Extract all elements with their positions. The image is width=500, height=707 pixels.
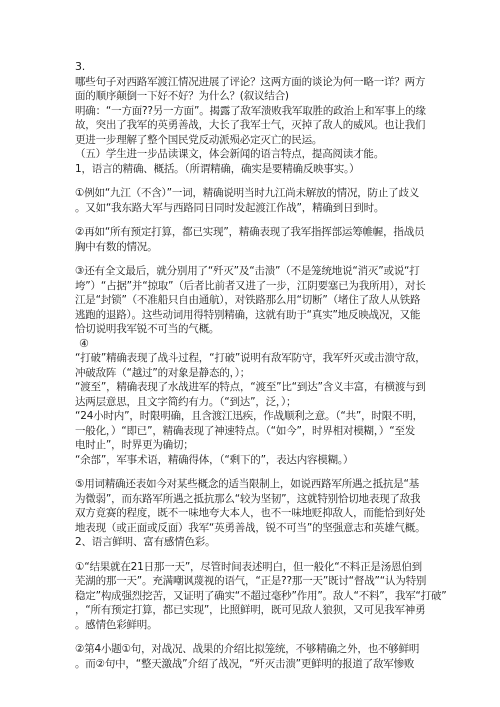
paragraph-7 xyxy=(75,642,427,671)
paragraph-line: ③还有全文最后，就分别用了“歼灭”及“击溃”（不是笼统地说“消灭”或说“打 xyxy=(75,265,420,277)
paragraph-line: “余部”，军事术语，精确得体，（“剩下的”，表达内容模糊。） xyxy=(75,453,354,466)
step-five-heading: （五）学生进一步品读课文，体会新闻的语言特点，提高阅读才能。 xyxy=(75,148,384,160)
paragraph-line: 双方竟赛的程度，既不一味地夸大本人，也不一味地贬抑敌人，而能恰到好处 xyxy=(75,507,426,519)
paragraph-line: ⑤用词精确还表如今对某些概念的适当限制上，如说西路军所遇之抵抗是“基 xyxy=(75,478,420,490)
paragraph-line: “渡至”，精确表现了水战进军的特点，“渡至”比“到达”含义丰富，有横渡与到 xyxy=(75,381,426,393)
answer-paragraph xyxy=(75,104,427,148)
paragraph-line: ①“结果就在21日那一天”，尽管时间表述明白，但一般化“不料正是汤恩伯到 xyxy=(75,560,422,573)
paragraph-line: 胸中有数的情况。 xyxy=(75,240,158,253)
document-page xyxy=(75,60,447,671)
paragraph-4-number: ④ xyxy=(79,336,89,350)
paragraph-line: 稳定”构成强烈挖苦，又证明了确实“不超过毫秒”作用”。敌人“不料”，我军“打破” xyxy=(75,589,447,602)
paragraph-line: 芜湖的那一天”。充满嘲讽蔑视的语气，“正是??那一天”既讨“督战”“认为特别 xyxy=(75,575,427,587)
paragraph-line: 冲破敌阵（“越过”的对象是静态的，）； xyxy=(75,366,251,379)
section-number: 3. xyxy=(75,60,86,73)
paragraph-line: 。而②句中，“整天激战”介绍了战况，“歼灭击溃”更鲜明的报道了敌军惨败 xyxy=(75,657,415,670)
paragraph-line: 垮”）“占据”并“掠取”（后者比前者又进了一步，江阴要塞已为我所用），对长 xyxy=(75,279,426,292)
answer-line: 故，突出了我军的英勇善战，大长了我军士气，灭掉了敌人的威风。也让我们 xyxy=(75,119,426,131)
paragraph-line: 逃跑的退路）。这些动词用得特别精确，这就有助于“真实”地反映战况，又能 xyxy=(75,308,421,321)
paragraph-line: ，“所有预定打算，都已实现”，比照鲜明，既可见敌人狼狈，又可见我军神勇 xyxy=(75,604,426,616)
paragraph-6 xyxy=(75,560,447,633)
paragraph-line: 。感情色彩鲜明。 xyxy=(75,618,158,631)
point-one-heading: 1，语言的精确、概括。（所谓精确，确实是要精确反映事实。） xyxy=(75,162,360,175)
paragraph-line: 电时止”，时界更为确切； xyxy=(75,439,194,451)
question-line: 面的顺序颠倒一下好不好？为什么？(叙议结合) xyxy=(75,90,289,102)
paragraph-line: 达两层意思，且文字简约有力。（“到达”，泛，）； xyxy=(75,395,297,408)
paragraph-line: 恰切说明我军锐不可当的气概。 xyxy=(75,323,220,335)
paragraph-line: 为微弱”，而东路军所遇之抵抗那么“较为坚韧”，这就特别恰切地表现了敌我 xyxy=(75,492,421,505)
paragraph-line: 地表现（或正面或反面）我军“英勇善战，锐不可当”的坚强意志和英雄气概。 xyxy=(75,521,426,534)
point-two-heading: 2、语言鲜明、富有感情色彩。 xyxy=(75,536,216,548)
paragraph-line: ②第4小题①句，对战况、战果的介绍比拟笼统，不够精确之外，也不够鲜明 xyxy=(75,643,420,655)
paragraph-5 xyxy=(75,477,427,535)
paragraph-line: ②再如“所有预定打算，都已实现”，精确表现了我军指挥部运筹帷幄，指战员 xyxy=(75,226,425,238)
paragraph-line: 江是“封锁”（不准船只自由通航），对铁路那么用“切断”（堵住了敌人从铁路 xyxy=(75,294,421,306)
answer-line: 更进一步理解了整个国民党反动派殒必定灭亡的民运。 xyxy=(75,133,323,146)
paragraph-line: “打破”精确表现了战斗过程，“打破”说明有敌军防守，我军歼灭或击溃守敌， xyxy=(75,352,426,364)
paragraph-2 xyxy=(75,225,427,254)
paragraph-line: 一般化，）“即已”，精确表现了神速特点。（“如今”，时界相对模糊，）“至发 xyxy=(75,424,416,437)
paragraph-line: ①例如“九江（不含）”一词，精确说明当时九江尚未解放的情况，防止了歧义 xyxy=(75,187,420,199)
paragraph-line: 。又如“我东路大军与西路同日同时发起渡江作战”，精确到日到时。 xyxy=(75,201,385,214)
paragraph-line: “24小时内”，时限明确，且含渡江迅疾，作战顺利之意。（“共”，时限不明， xyxy=(75,410,423,422)
paragraph-3 xyxy=(75,264,427,337)
answer-line: 明确：“一方面??另一方面”。揭露了敌军溃败我军取胜的政治上和军事上的缘 xyxy=(75,104,426,117)
question-paragraph xyxy=(75,75,427,104)
paragraph-4 xyxy=(75,351,427,467)
question-line: 哪些句子对西路军渡江情况进展了评论？这两方面的谈论为何一略一详？两方 xyxy=(75,75,426,88)
paragraph-1 xyxy=(75,186,427,215)
